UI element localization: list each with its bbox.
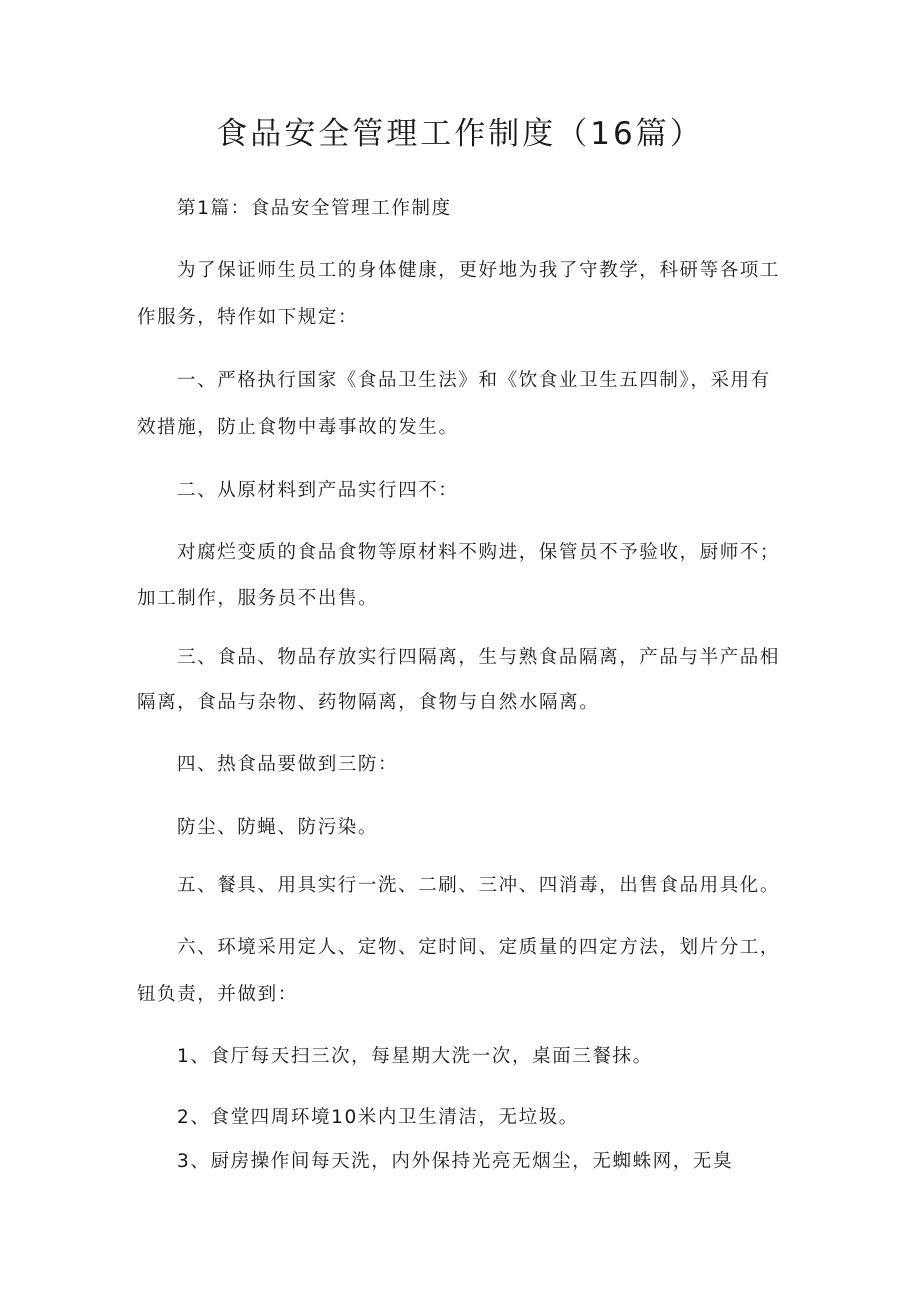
paragraph-line: 五、餐具、用具实行一洗、二刷、三冲、四消毒，出售食品用具化。 — [177, 875, 781, 896]
document-title: 食品安全管理工作制度（16篇） — [216, 116, 704, 152]
paragraph-line: 加工制作，服务员不出售。 — [137, 588, 379, 609]
paragraph-line: 二、从原材料到产品实行四不： — [177, 480, 459, 501]
paragraph-line: 作服务，特作如下规定： — [137, 307, 359, 328]
section-heading: 第1篇：食品安全管理工作制度 — [177, 198, 452, 219]
paragraph-line: 钮负责，并做到： — [137, 984, 298, 1005]
paragraph-line: 三、食品、物品存放实行四隔离，生与熟食品隔离，产品与半产品相 — [177, 647, 781, 668]
list-item: 2、食堂四周环境10米内卫生清洁，无垃圾。 — [177, 1107, 579, 1128]
paragraph-line: 一、严格执行国家《食品卫生法》和《饮食业卫生五四制》，采用有 — [177, 370, 771, 391]
paragraph-line: 四、热食品要做到三防： — [177, 754, 399, 775]
paragraph-line: 效措施，防止食物中毒事故的发生。 — [137, 417, 459, 438]
paragraph-line: 为了保证师生员工的身体健康，更好地为我了守教学，科研等各项工 — [177, 260, 781, 281]
paragraph-line: 防尘、防蝇、防污染。 — [177, 817, 379, 838]
list-item: 1、食厅每天扫三次，每星期大洗一次，桌面三餐抹。 — [177, 1046, 653, 1067]
list-item: 3、厨房操作间每天洗，内外保持光亮无烟尘，无蜘蛛网，无臭 — [177, 1151, 734, 1172]
paragraph-line: 六、环境采用定人、定物、定时间、定质量的四定方法，划片分工， — [177, 937, 781, 958]
paragraph-line: 对腐烂变质的食品食物等原材料不购进，保管员不予验收，厨师不； — [177, 542, 781, 563]
paragraph-line: 隔离，食品与杂物、药物隔离，食物与自然水隔离。 — [137, 692, 600, 713]
